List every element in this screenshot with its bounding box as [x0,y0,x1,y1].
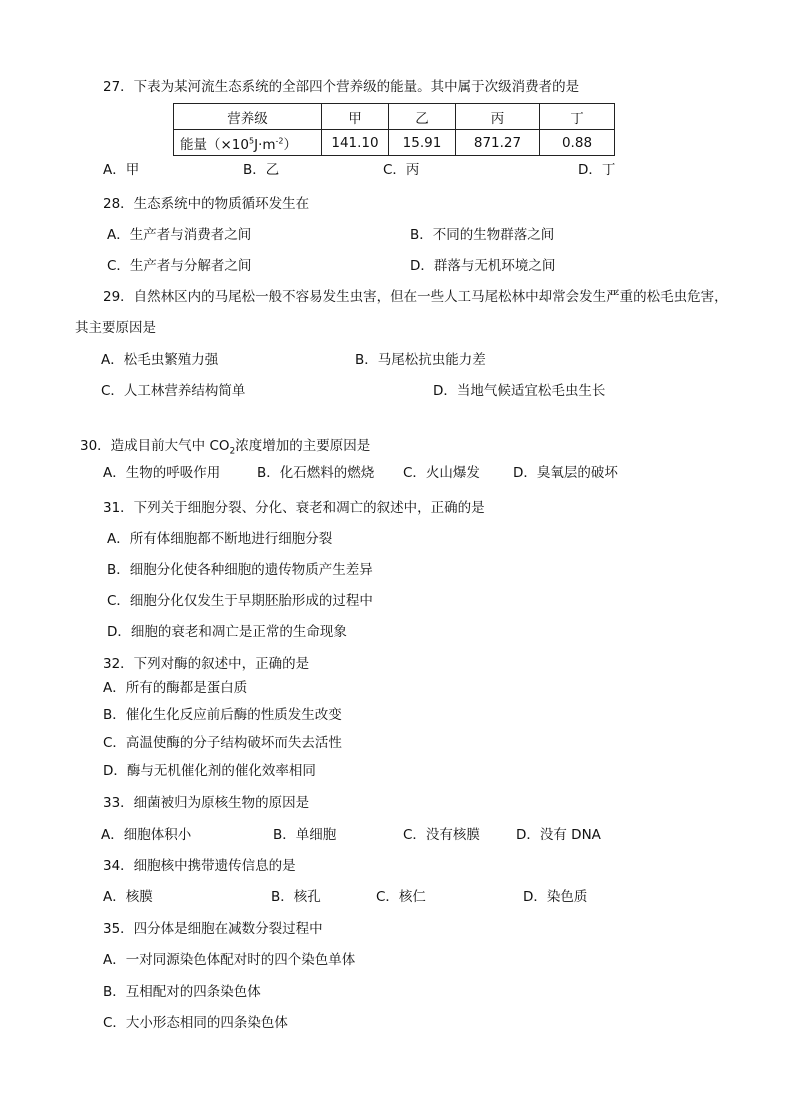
table-cell: 141.10 [322,130,389,156]
question-32-option-a: A．所有的酶都是蛋白质 [103,680,248,696]
table-cell: 15.91 [389,130,456,156]
question-33-option-a: A．细胞体积小 [101,827,192,843]
row-label-exponent: -2 [275,136,284,145]
question-32-option-d: D．酶与无机催化剂的催化效率相同 [103,763,316,779]
row-label-suffix: ） [283,136,298,153]
table-header-label: 营养级 [174,104,322,130]
question-30-stem [80,437,370,461]
table-row-label [174,130,322,156]
table-header-row [174,104,615,130]
question-34-option-d: D．染色质 [523,889,588,905]
question-28-option-b: B．不同的生物群落之间 [410,227,555,243]
question-28-option-c: C．生产者与分解者之间 [107,258,252,274]
question-30-option-b: B．化石燃料的燃烧 [257,465,375,481]
question-30-option-c: C．火山爆发 [403,465,480,481]
question-32-option-c: C．高温使酶的分子结构破坏而失去活性 [103,735,342,751]
question-30-option-a: A．生物的呼吸作用 [103,465,221,481]
table-col-header: 乙 [389,104,456,130]
question-29-stem-line2: 其主要原因是 [75,320,156,336]
question-33-option-b: B．单细胞 [273,827,337,843]
question-35-option-a: A．一对同源染色体配对时的四个染色单体 [103,952,356,968]
question-32-stem: 32．下列对酶的叙述中，正确的是 [103,656,310,672]
table-cell: 0.88 [540,130,615,156]
question-31-option-b: B．细胞分化使各种细胞的遗传物质产生差异 [107,562,373,578]
question-34-option-a: A．核膜 [103,889,153,905]
question-27-option-c: C．丙 [383,162,420,178]
question-31-option-c: C．细胞分化仅发生于早期胚胎形成的过程中 [107,593,373,609]
question-33-option-c: C．没有核膜 [403,827,480,843]
row-label-exponent: 5 [249,136,255,145]
question-35-option-b: B．互相配对的四条染色体 [103,984,261,1000]
row-label-prefix: 能量（×10 [180,136,249,153]
question-29-option-b: B．马尾松抗虫能力差 [355,352,486,368]
question-33-stem: 33．细菌被归为原核生物的原因是 [103,795,310,811]
table-col-header: 丁 [540,104,615,130]
row-label-unit: J·m [254,136,276,153]
table-cell: 871.27 [456,130,540,156]
energy-table [173,103,615,156]
question-30-option-d: D．臭氧层的破坏 [513,465,618,481]
question-30-subscript: 2 [229,446,236,457]
question-31-option-d: D．细胞的衰老和凋亡是正常的生命现象 [107,624,347,640]
question-29-option-d: D．当地气候适宜松毛虫生长 [433,383,606,399]
question-35-option-c: C．大小形态相同的四条染色体 [103,1015,288,1031]
question-31-option-a: A．所有体细胞都不断地进行细胞分裂 [107,531,333,547]
question-27-option-b: B．乙 [243,162,280,178]
question-28-option-a: A．生产者与消费者之间 [107,227,252,243]
question-28-stem: 28．生态系统中的物质循环发生在 [103,196,310,212]
question-31-stem: 31．下列关于细胞分裂、分化、衰老和凋亡的叙述中，正确的是 [103,500,485,516]
table-row [174,130,615,156]
question-29-stem-line1: 29．自然林区内的马尾松一般不容易发生虫害，但在一些人工马尾松林中却常会发生严重的松毛虫危害， [103,289,728,305]
question-32-option-b: B．催化生化反应前后酶的性质发生改变 [103,707,342,723]
question-29-option-a: A．松毛虫繁殖力强 [101,352,219,368]
question-27-option-d: D．丁 [578,162,616,178]
question-30-stem-suffix: 浓度增加的主要原因是 [235,438,371,454]
question-30-stem-prefix: 30．造成目前大气中 CO [80,438,230,454]
question-28-option-d: D．群落与无机环境之间 [410,258,556,274]
question-27-option-a: A．甲 [103,162,140,178]
question-35-stem: 35．四分体是细胞在减数分裂过程中 [103,921,323,937]
table-col-header: 丙 [456,104,540,130]
question-33-option-d: D．没有 DNA [516,827,601,843]
question-34-option-b: B．核孔 [271,889,321,905]
question-34-stem: 34．细胞核中携带遗传信息的是 [103,858,296,874]
question-27-stem: 27．下表为某河流生态系统的全部四个营养级的能量。其中属于次级消费者的是 [103,79,580,95]
question-34-option-c: C．核仁 [376,889,426,905]
question-29-option-c: C．人工林营养结构简单 [101,383,246,399]
table-col-header: 甲 [322,104,389,130]
